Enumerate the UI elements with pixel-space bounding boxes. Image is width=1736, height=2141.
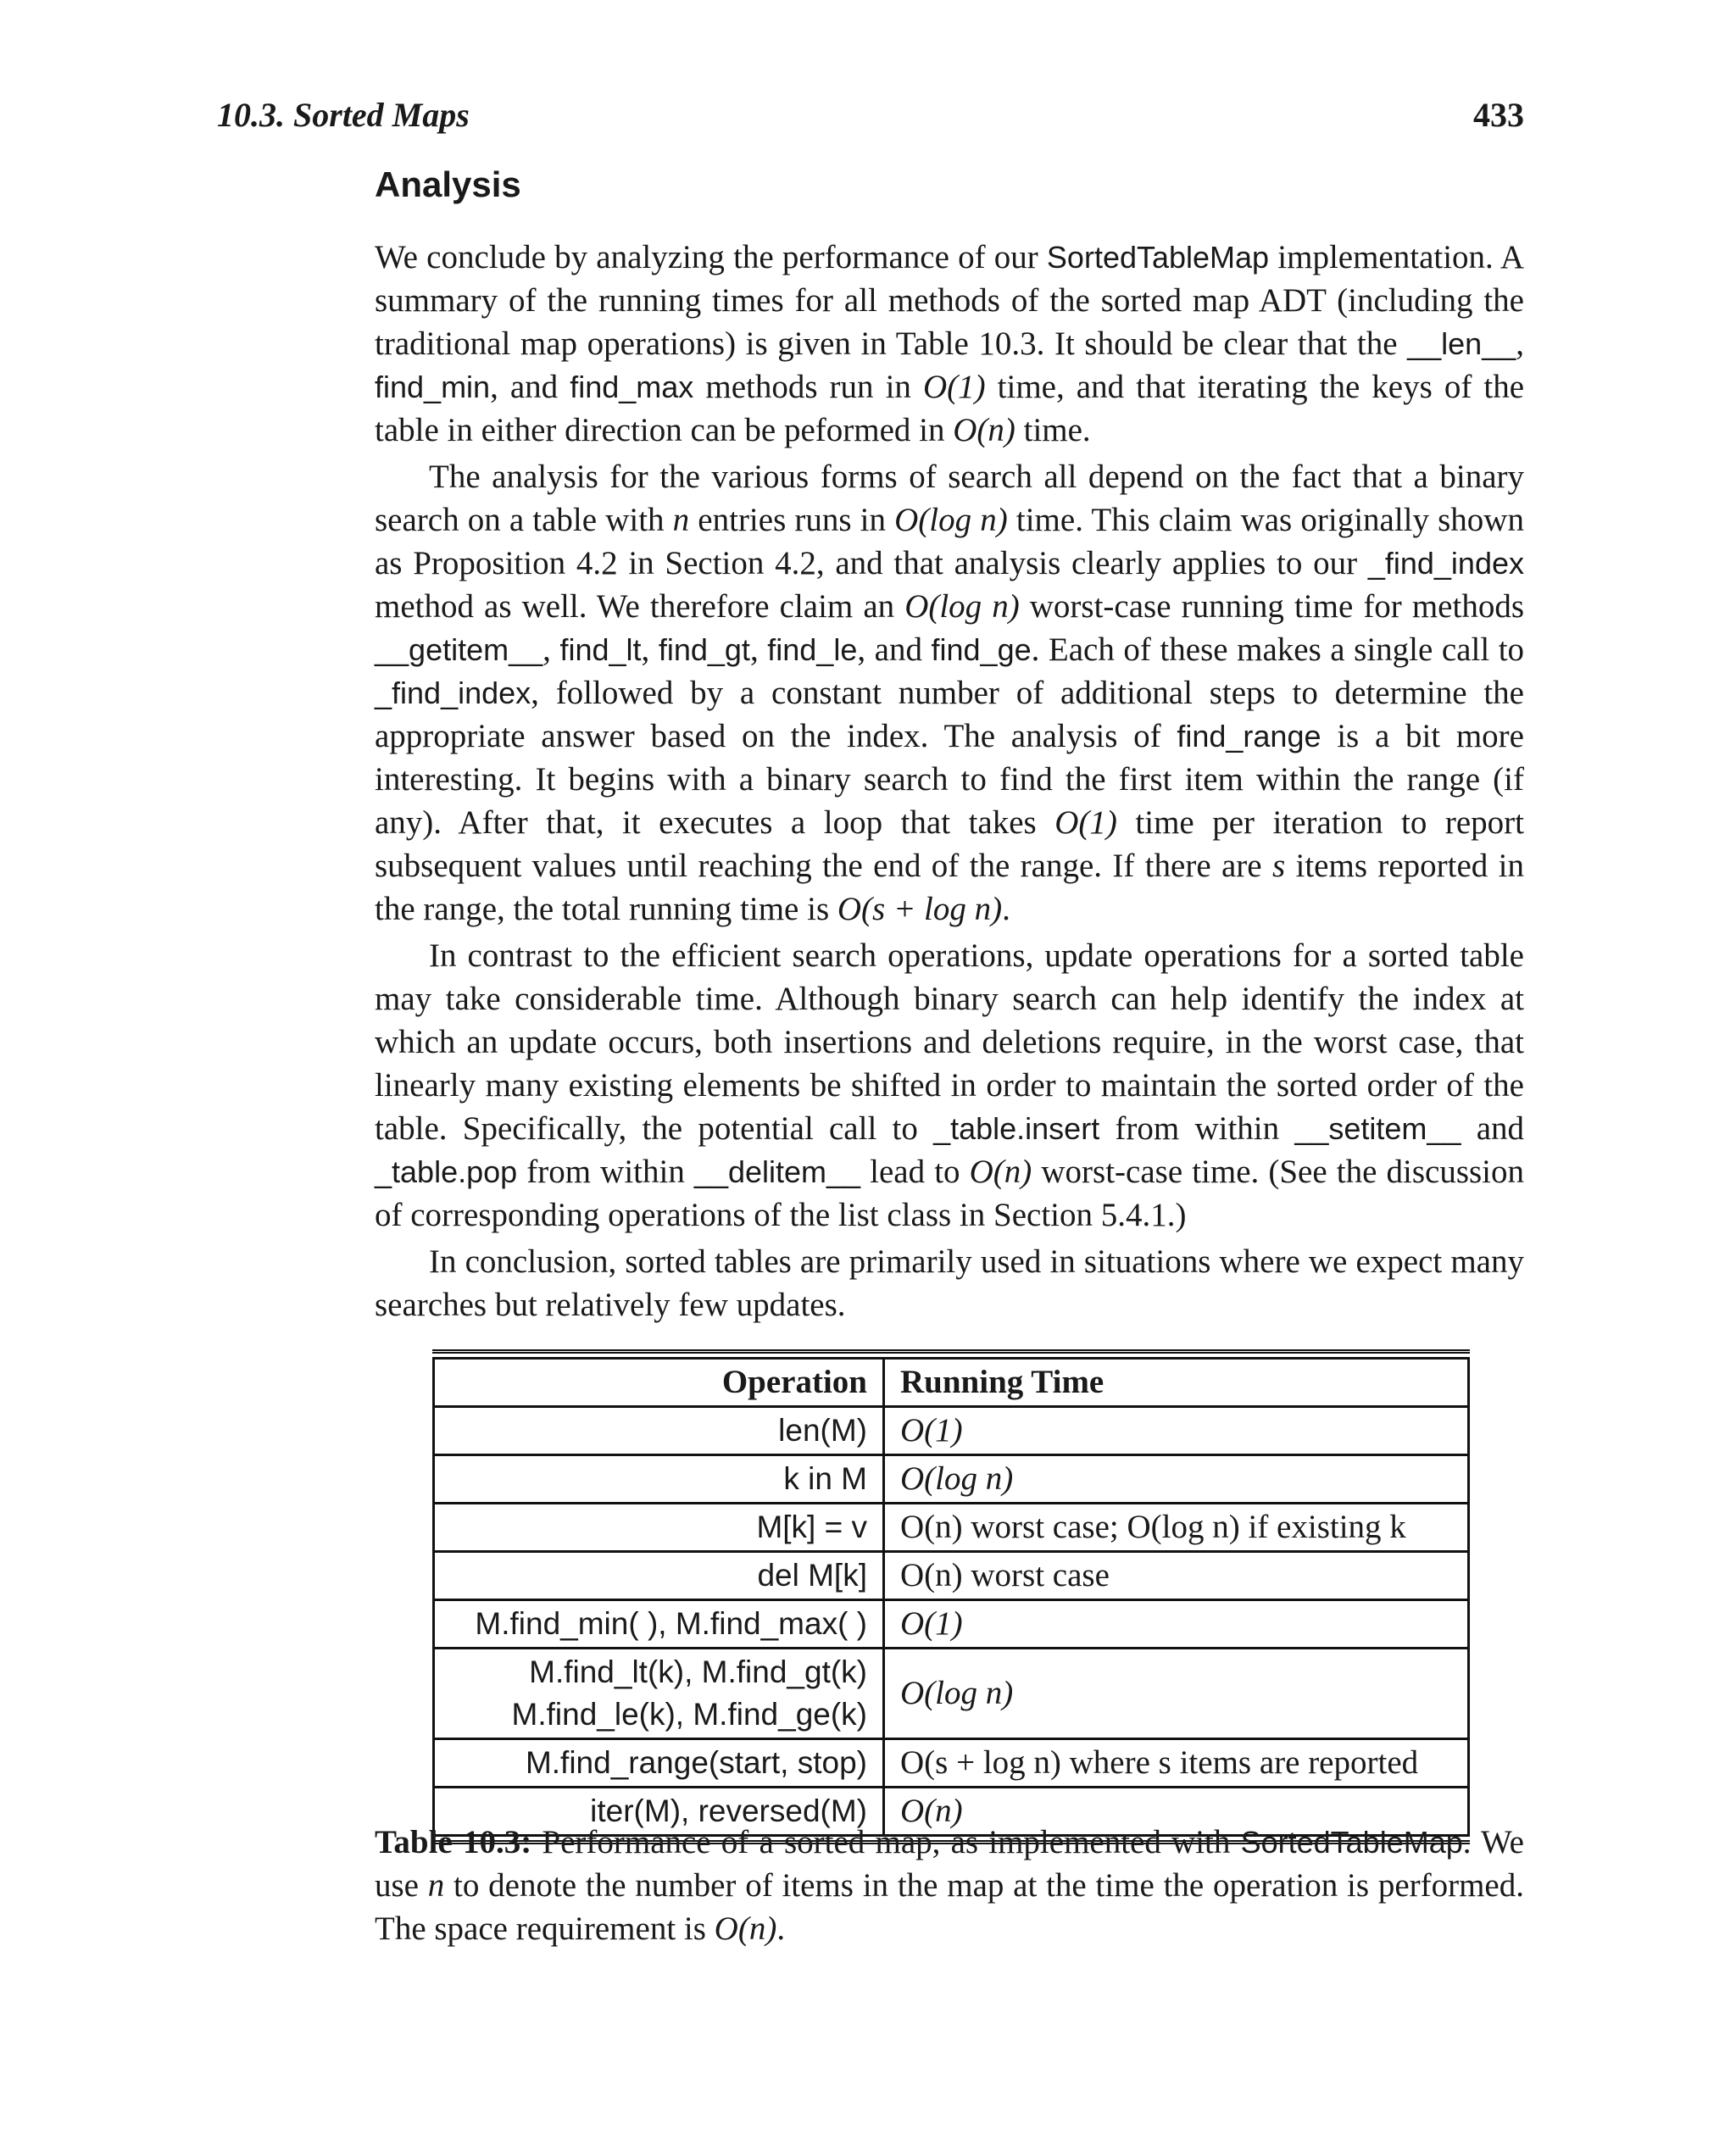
table-row: [434, 1649, 1469, 1739]
math-expression: O(1): [1054, 804, 1117, 841]
text: .: [1002, 891, 1010, 927]
operation-cell: [434, 1552, 884, 1600]
running-time-cell: O(1): [884, 1600, 1469, 1649]
code-term: SortedTableMap: [1046, 240, 1270, 275]
math-expression: O(s + log n): [837, 891, 1003, 927]
running-time-cell: O(1): [884, 1407, 1469, 1455]
code-term: _table.pop: [375, 1154, 518, 1189]
table-header-row: [434, 1359, 1469, 1407]
code-term: find_min: [375, 370, 491, 404]
text: from within: [517, 1154, 694, 1190]
operation-cell: [434, 1739, 884, 1788]
running-time-cell: O(n): [884, 1788, 1469, 1836]
text: worst-case time. (See the discussion of corresponding operations of the list class in Section 5.4.1.): [375, 1154, 1525, 1233]
text: items reported in the range, the total running time is: [375, 848, 1524, 927]
math-expression: O(n): [953, 412, 1015, 448]
text: is a bit more interesting. It begins with a binary search to find the first item within the range (if any). After that, it executes a loop that takes: [375, 718, 1524, 841]
text: lead to: [860, 1154, 970, 1190]
table-row: [434, 1455, 1469, 1504]
text: time.: [1015, 412, 1091, 448]
operation-text: M.find_le(k), M.find_ge(k): [511, 1697, 867, 1732]
table-row: [434, 1552, 1469, 1600]
text: , followed by a constant number of additional steps to determine the appropriate answer based on the index. The analysis of: [375, 675, 1524, 754]
code-term: _find_index: [375, 676, 531, 710]
math-expression: n: [672, 502, 690, 538]
text: entries runs in: [689, 502, 895, 538]
operation-cell: [434, 1600, 884, 1649]
paragraph-3: [375, 934, 1524, 1237]
paragraph-2: [375, 455, 1524, 931]
code-term: __delitem__: [693, 1154, 861, 1189]
performance-table: [432, 1357, 1470, 1837]
body-text: [375, 236, 1524, 1330]
text: methods run in: [693, 369, 923, 405]
math-expression: n: [427, 1867, 445, 1904]
code-term: SortedTableMap: [1240, 1825, 1463, 1860]
text: In contrast to the efficient search operations, update operations for a sorted table may take considerable time. Although binary search can help identify the index at which an update occurs, both insertions and deletions require, in the worst case, that linearly many existing elements be shifted in order to maintain the sorted order of the table. Specifically, the potential call to: [375, 937, 1524, 1147]
running-time-cell: O(log n): [884, 1649, 1469, 1739]
text: , and: [490, 369, 570, 405]
text: The analysis for the various forms of search all depend on the fact that a binary search on a table with: [375, 459, 1524, 538]
performance-table-frame: [432, 1349, 1470, 1844]
column-header-running-time: Running Time: [884, 1359, 1469, 1407]
text: .: [776, 1910, 786, 1947]
operation-text: M[k] = v: [756, 1510, 867, 1544]
text: . Each of these makes a single call to: [1031, 631, 1525, 668]
table-row: [434, 1739, 1469, 1788]
table-row: [434, 1600, 1469, 1649]
code-term: find_lt: [559, 632, 642, 667]
operation-text: M.find_range(start, stop): [525, 1745, 867, 1780]
running-time-cell: O(n) worst case: [884, 1552, 1469, 1600]
math-expression: O(log n): [894, 502, 1008, 538]
text: We conclude by analyzing the performance of our: [375, 239, 1047, 275]
running-time-cell: O(log n): [884, 1455, 1469, 1504]
text: ,: [1516, 325, 1524, 362]
text: method as well. We therefore claim an: [375, 588, 905, 625]
text: ,: [749, 631, 768, 668]
running-time-cell: O(s + log n) where s items are reported: [884, 1739, 1469, 1788]
math-expression: O(1): [922, 369, 986, 405]
text: , and: [857, 631, 932, 668]
math-expression: O(log n): [904, 588, 1020, 625]
section-heading: Analysis: [375, 164, 521, 204]
table-row: [434, 1504, 1469, 1552]
code-term: __setitem__: [1294, 1111, 1461, 1146]
operation-text: M.find_min( ), M.find_max( ): [475, 1606, 867, 1641]
table-row: [434, 1407, 1469, 1455]
paragraph-4: In conclusion, sorted tables are primarily used in situations where we expect many searches but relatively few updates.: [375, 1243, 1524, 1323]
operation-cell: [434, 1504, 884, 1552]
text: . We use: [375, 1824, 1524, 1904]
page-number: 433: [1473, 96, 1524, 134]
code-term: __len__: [1407, 326, 1516, 361]
code-term: find_max: [570, 370, 694, 404]
text: worst-case running time for methods: [1019, 588, 1525, 625]
text: time, and that iterating the keys of the table in either direction can be peformed in: [375, 369, 1525, 448]
text: ,: [641, 631, 659, 668]
code-term: find_range: [1177, 719, 1321, 754]
code-term: find_ge: [931, 632, 1032, 667]
operation-text: del M[k]: [757, 1558, 867, 1593]
table-caption: [375, 1821, 1524, 1950]
operation-cell: [434, 1407, 884, 1455]
operation-cell: [434, 1649, 884, 1739]
text: ,: [542, 631, 560, 668]
code-term: __getitem__: [375, 632, 543, 667]
caption-label: Table 10.3:: [375, 1824, 532, 1860]
operation-text: k in M: [783, 1461, 867, 1496]
text: to denote the number of items in the map at the time the operation is performed. The space requirement is: [375, 1867, 1524, 1947]
code-term: find_gt: [658, 632, 750, 667]
operation-text: M.find_lt(k), M.find_gt(k): [529, 1654, 867, 1689]
math-expression: O(n): [969, 1154, 1032, 1190]
paragraph-1: [375, 236, 1524, 452]
operation-text: len(M): [778, 1413, 867, 1448]
code-term: find_le: [767, 632, 858, 667]
running-time-cell: O(n) worst case; O(log n) if existing k: [884, 1504, 1469, 1552]
running-header-section: 10.3. Sorted Maps: [217, 96, 470, 134]
text: Performance of a sorted map, as implemented with: [531, 1824, 1241, 1860]
text: and: [1461, 1110, 1524, 1147]
operation-cell: [434, 1455, 884, 1504]
text: time. This claim was originally shown as Proposition 4.2 in Section 4.2, and that analysis clearly applies to our: [375, 502, 1524, 581]
text: time per iteration to report subsequent values until reaching the end of the range. If there are: [375, 804, 1524, 884]
operation-text: iter(M), reversed(M): [590, 1793, 867, 1828]
column-header-operation: Operation: [434, 1359, 884, 1407]
text: from within: [1099, 1110, 1295, 1147]
code-term: _find_index: [1367, 546, 1524, 581]
text: implementation. A summary of the running times for all methods of the sorted map ADT (including the traditional map operations) is given in Table 10.3. It should be clear that the: [375, 239, 1524, 362]
math-expression: s: [1271, 848, 1286, 884]
code-term: _table.insert: [933, 1111, 1100, 1146]
math-expression: O(n): [714, 1910, 777, 1947]
